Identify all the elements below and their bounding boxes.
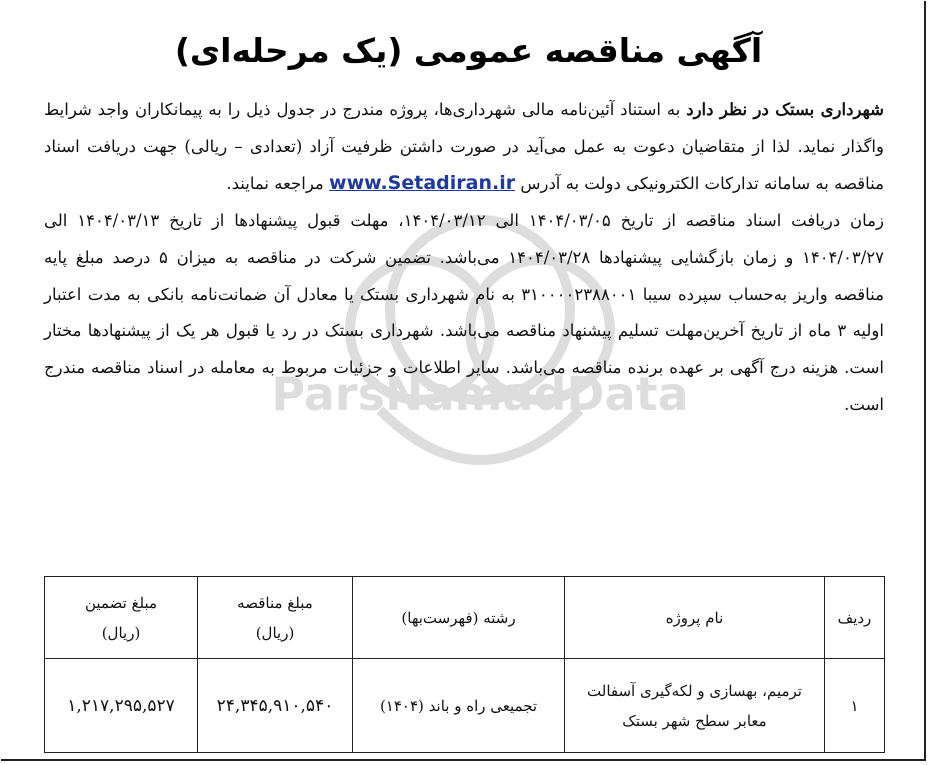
header-row-no: ردیف — [825, 577, 885, 659]
header-guarantee-amount-unit: (ریال) — [101, 623, 141, 642]
municipality-intro: شهرداری بستک در نظر دارد — [686, 100, 884, 119]
notice-paragraph-2: زمان دریافت اسناد مناقصه از تاریخ ۱۴۰۴/۰۳/۰۵ الی ۱۴۰۴/۰۳/۱۲، مهلت قبول پیشنهادها از تاریخ ۱۴۰۴/۰۳/۱۳ الی ۱۴۰۴/۰۳/۲۷ و زمان بازگشایی پیشنهادها ۱۴۰۴/۰۳/۲۸ می‌باشد. تضمین شرکت در مناقصه به میزان ۵ درصد مبلغ پایه مناقصه واریز به‌حساب سپرده سیبا ۳۱۰۰۰۰۲۳۸۸۰۰۱ به نام شهرداری بستک یا معادل آن ضمانت‌نامه بانکی به مدت اعتبار اولیه ۳ ماه از تاریخ آخرین‌مهلت تسلیم پیشنهاد مناقصه می‌باشد. شهرداری بستک در رد یا قبول هر یک از پیشنهادها مختار است. هزینه درج آگهی بر عهده برنده مناقصه می‌باشد. سایر اطلاعات و جزئیات مربوط به معامله در اسناد مناقصه مندرج است. — [44, 211, 884, 414]
table-row — [45, 659, 885, 753]
header-guarantee-amount — [45, 577, 198, 659]
setadiran-link[interactable]: www.Setadiran.ir — [329, 172, 516, 195]
cell-row-no: ۱ — [825, 659, 885, 753]
header-field: رشته (فهرست‌بها) — [353, 577, 565, 659]
cell-project-name — [565, 659, 825, 753]
header-tender-amount-unit: (ریال) — [255, 623, 295, 642]
cell-field: تجمیعی راه و باند (۱۴۰۴) — [353, 659, 565, 753]
header-guarantee-amount-label: مبلغ تضمین — [84, 593, 158, 612]
notice-title: آگهی مناقصه عمومی (یک مرحله‌ای) — [174, 31, 763, 70]
cell-project-name-line-1: ترمیم، بهسازی و لکه‌گیری آسفالت — [587, 681, 802, 700]
header-tender-amount-label: مبلغ مناقصه — [237, 593, 313, 612]
header-project-name: نام پروژه — [565, 577, 825, 659]
notice-paragraph-1 — [44, 92, 884, 203]
notice-paragraph-1-text: به استناد آئین‌نامه مالی شهرداری‌ها، پروژه مندرج در جدول ذیل را به پیمانکاران واجد شرایط واگذار نماید. لذا از متقاضیان دعوت به عمل می‌آید در صورت داشتن ظرفیت آزاد (تعدادی – ریالی) جهت دریافت اسناد مناقصه به سامانه تدارکات الکترونیکی دولت به آدرس — [44, 100, 884, 194]
table-header-row — [45, 577, 885, 659]
cell-project-name-line-2: معابر سطح شهر بستک — [622, 711, 767, 730]
header-tender-amount — [198, 577, 353, 659]
notice-body — [44, 92, 884, 423]
notice-paragraph-1-end: مراجعه نمایند. — [226, 174, 330, 194]
tender-table — [44, 576, 885, 753]
cell-guarantee-amount: ۱,۲۱۷,۲۹۵,۵۲۷ — [45, 659, 198, 753]
watermark-text: ParsNamadData — [271, 367, 689, 421]
cell-tender-amount: ۲۴,۳۴۵,۹۱۰,۵۴۰ — [198, 659, 353, 753]
